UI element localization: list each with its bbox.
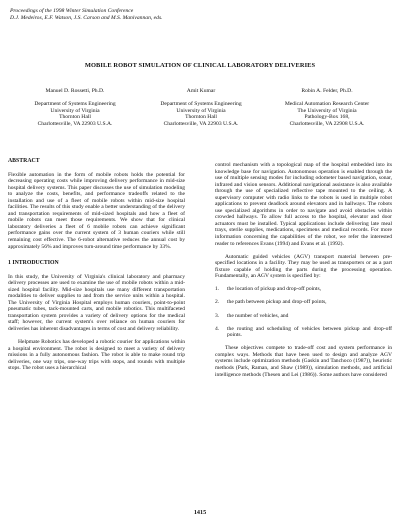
left-column <box>8 158 185 378</box>
list-item-number: 1. <box>215 286 220 293</box>
abstract-heading: ABSTRACT <box>8 158 40 164</box>
author-org: University of Virginia <box>50 107 100 114</box>
right-paragraph-1: control mechanism with a topological map of the hospital embedded into its knowledge base for navigation. Autonomous operation is enabled through the use of multiple sensing modes for including odometer based navigation, sonar, infrared and vision sensors. Additional navigational assistance is also available through the use of specialized reflective tape mounted to the ceiling. A supervisory computer with radio links to the robots is used in multiple robot applications to prevent deadlock around elevators and in hallways. The robots use specialized algorithms in order to navigate and avoid obstacles within crowded hallways. To allow full access to the hospital, elevator and door actuators must be installed. Typical applications include delivering late meal trays, sterile supplies, medications, specimens and medical records. For more information concerning the capabilities of the robot, we refer the interested reader to references Evans (1994) and Evans et al. (1992). <box>215 162 392 247</box>
list-item-number: 2. <box>215 299 220 306</box>
list-item <box>215 326 392 339</box>
right-column <box>215 162 392 385</box>
author-dept: Medical Automation Research Center <box>284 101 370 108</box>
author-dept: Department of Systems Engineering <box>160 101 242 108</box>
author-address-1: Thornton Hall <box>59 114 91 121</box>
author-name: Amit Kumar <box>186 88 216 94</box>
agv-spec-list <box>215 286 392 338</box>
right-paragraph-2: Automatic guided vehicles (AGV) transport material between pre-specified locations in a facility. They may be used as transporters or as a part fixture capable of holding the parts during the processing operation. Fundamentally, an AGV system is specified by: <box>215 253 392 280</box>
right-paragraph-3: These objectives compete to trade-off cost and system performance in complex ways. Methods that have been used to design and analyze AGV systems include optimization methods (Gaskin and Tanchoco (1987)), heuristic methods (Park, Raman, and Shaw (1989)), simulation methods, and artificial intelligence methods (Thesen and Lei (1986)). Some authors have considered <box>215 345 392 378</box>
proceedings-line-2: D.J. Medeiros, E.F. Watson, J.S. Carson and M.S. Manivannan, eds. <box>10 14 163 21</box>
author-3 <box>264 88 390 127</box>
author-1 <box>12 88 138 127</box>
list-item-text: the location of pickup and drop-off points, <box>227 286 322 293</box>
paper-title: MOBILE ROBOT SIMULATION OF CLINICAL LABORATORY DELIVERIES <box>84 62 316 69</box>
author-name: Manuel D. Rossetti, Ph.D. <box>45 88 105 94</box>
introduction-heading: 1 INTRODUCTION <box>8 260 59 267</box>
list-item <box>215 299 392 306</box>
author-name: Robin A. Felder, Ph.D. <box>301 88 353 94</box>
list-item-text: the routing and scheduling of vehicles between pickup and drop-off points. <box>227 325 392 339</box>
author-org: The University of Virginia <box>297 107 357 114</box>
intro-paragraph-1: In this study, the University of Virginia's clinical laboratory and pharmacy delivery processes are used to examine the use of mobile robots within a mid-sized hospital facility. Mid-size hospitals use many different transportation modalities to deliver supplies to and from the service units within a hospital. The University of Virginia Hospital employs human couriers, point-to-point pneumatic tubes, tack-mounted carts, and mobile robotics. This multifaceted transportation system provides a variety of delivery options for the medical staff; however, the current system's over reliance on human couriers for deliveries has inherent disadvantages in terms of cost and delivery reliability. <box>8 273 185 333</box>
author-block <box>12 88 390 127</box>
page-number: 1415 <box>193 509 207 516</box>
proceedings-header <box>10 8 163 21</box>
author-address-2: Charlottesville, VA 22908 U.S.A. <box>289 120 365 127</box>
author-address-2: Charlottesville, VA 22903 U.S.A. <box>163 120 239 127</box>
author-address-2: Charlottesville, VA 22903 U.S.A. <box>37 120 113 127</box>
list-item-text: the path between pickup and drop-off points, <box>227 299 327 306</box>
list-item <box>215 313 392 320</box>
author-dept: Department of Systems Engineering <box>34 101 116 108</box>
intro-paragraph-2: Helpmate Robotics has developed a robotic courier for applications within a hospital environment. The robot is designed to meet a variety of delivery missions in a fully autonomous fashion. The robot is able to make round trip deliveries, one way trips, one-way trips with stops, and rounds with multiple stops. The robot uses a hierarchical <box>8 339 185 372</box>
list-item-number: 4. <box>215 325 220 332</box>
list-item-number: 3. <box>215 312 220 319</box>
list-item <box>215 286 392 293</box>
proceedings-line-1: Proceedings of the 1998 Winter Simulation Conference <box>10 8 134 14</box>
author-address-1: Thornton Hall <box>185 114 217 121</box>
abstract-text: Flexible automation in the form of mobile robots holds the potential for decreasing operating costs while improving delivery performance in mid-size hospital delivery systems. This paper discusses the use of simulation modeling to analyze the costs, benefits, and performance tradeoffs related to the installation and use of a fleet of mobile robots within mid-size hospital facilities. The results of this study enable a better understanding of the delivery and transportation requirements of mid-sized hospitals and how a fleet of mobile robots can meet those requirements. We show that for clinical laboratory deliveries a fleet of 6 mobile robots can achieve significant performance gains over the current system of 3 human couriers while still remaining cost effective. The 6-robot alternative reduces the annual cost by approximately 56% and improves turn-around time performance by 33%. <box>8 171 185 250</box>
list-item-text: the number of vehicles, and <box>227 312 289 319</box>
author-address-1: Pathology-Box 168, <box>304 114 350 121</box>
author-org: University of Virginia <box>176 107 226 114</box>
author-2 <box>138 88 264 127</box>
